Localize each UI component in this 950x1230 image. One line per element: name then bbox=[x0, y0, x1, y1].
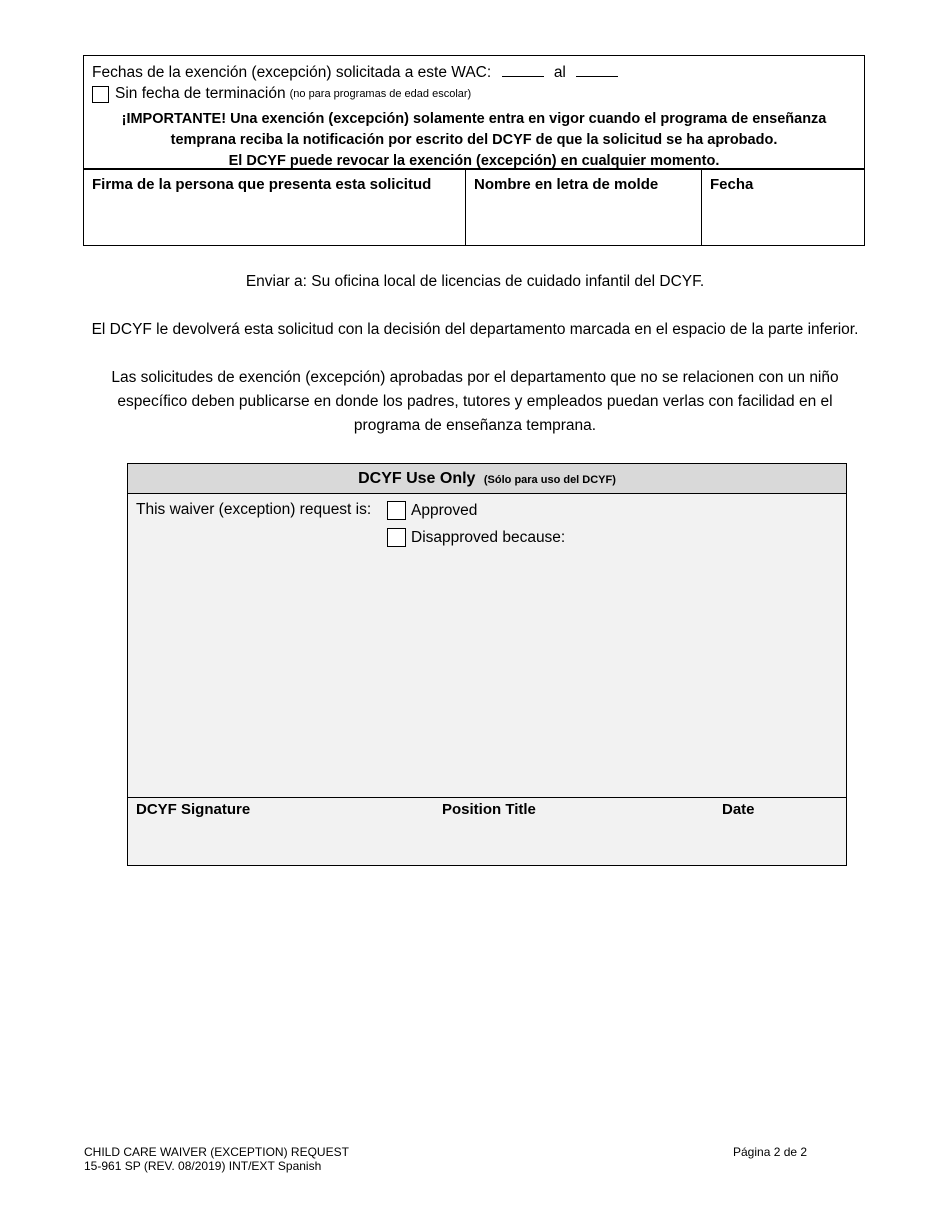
dates-label: Fechas de la exención (excepción) solicitada a este WAC: bbox=[92, 64, 492, 81]
print-name-label: Nombre en letra de molde bbox=[474, 176, 659, 193]
requester-signature-label: Firma de la persona que presenta esta solicitud bbox=[92, 176, 432, 193]
posting-line-3: programa de enseñanza temprana. bbox=[353, 417, 597, 434]
disapproved-checkbox[interactable] bbox=[387, 528, 406, 547]
dcyf-subtitle: (Sólo para uso del DCYF) bbox=[483, 474, 616, 486]
requester-signature-cell[interactable] bbox=[84, 170, 466, 245]
page-number: Página 2 de 2 bbox=[733, 1145, 808, 1159]
no-end-date-label: Sin fecha de terminación bbox=[115, 85, 286, 102]
dcyf-header bbox=[128, 464, 846, 494]
return-note-text: El DCYF le devolverá esta solicitud con la decisión del departamento marcada en el espacio de la parte inferior. bbox=[91, 321, 859, 338]
disapproved-option[interactable] bbox=[387, 528, 565, 547]
dcyf-title: DCYF Use Only bbox=[358, 470, 476, 487]
position-title-label: Position Title bbox=[442, 801, 536, 818]
approved-checkbox[interactable] bbox=[387, 501, 406, 520]
important-notice bbox=[84, 109, 864, 172]
request-status-label: This waiver (exception) request is: bbox=[136, 501, 372, 518]
requester-date-cell[interactable] bbox=[702, 170, 866, 245]
dcyf-use-only-section bbox=[127, 463, 847, 866]
dcyf-date-label: Date bbox=[722, 801, 755, 818]
requester-date-label: Fecha bbox=[710, 176, 754, 193]
dates-separator: al bbox=[553, 64, 566, 81]
important-line-3: El DCYF puede revocar la exención (excepción) en cualquier momento. bbox=[228, 153, 720, 169]
form-title: CHILD CARE WAIVER (EXCEPTION) REQUEST bbox=[84, 1145, 349, 1159]
waiver-dates-section bbox=[83, 55, 865, 246]
approved-option[interactable] bbox=[387, 501, 477, 520]
print-name-cell[interactable] bbox=[466, 170, 702, 245]
no-end-date-line bbox=[92, 85, 471, 103]
dcyf-signature-label: DCYF Signature bbox=[136, 801, 251, 818]
posting-line-1: Las solicitudes de exención (excepción) aprobadas por el departamento que no se relacionen con un niño bbox=[111, 369, 839, 386]
no-end-date-note: (no para programas de edad escolar) bbox=[289, 88, 472, 100]
start-date-field[interactable] bbox=[502, 62, 544, 77]
dates-line bbox=[92, 62, 624, 82]
approved-label: Approved bbox=[411, 501, 478, 519]
important-line-2: temprana reciba la notificación por escrito del DCYF de que la solicitud se ha aprobado. bbox=[170, 132, 778, 148]
dates-row bbox=[84, 56, 864, 170]
no-end-date-checkbox[interactable] bbox=[92, 86, 109, 103]
posting-line-2: específico deben publicarse en donde los padres, tutores y empleados puedan verlas con facilidad en el bbox=[117, 393, 833, 410]
end-date-field[interactable] bbox=[576, 62, 618, 77]
send-to-text: Enviar a: Su oficina local de licencias de cuidado infantil del DCYF. bbox=[245, 273, 705, 290]
posting-note bbox=[60, 366, 890, 438]
important-line-1: ¡IMPORTANTE! Una exención (excepción) solamente entra en vigor cuando el programa de enseñanza bbox=[121, 111, 827, 127]
form-footer bbox=[84, 1145, 349, 1173]
form-number: 15-961 SP (REV. 08/2019) INT/EXT Spanish bbox=[84, 1159, 322, 1173]
dcyf-signature-row[interactable] bbox=[128, 797, 846, 865]
disapproved-label: Disapproved because: bbox=[411, 528, 566, 546]
